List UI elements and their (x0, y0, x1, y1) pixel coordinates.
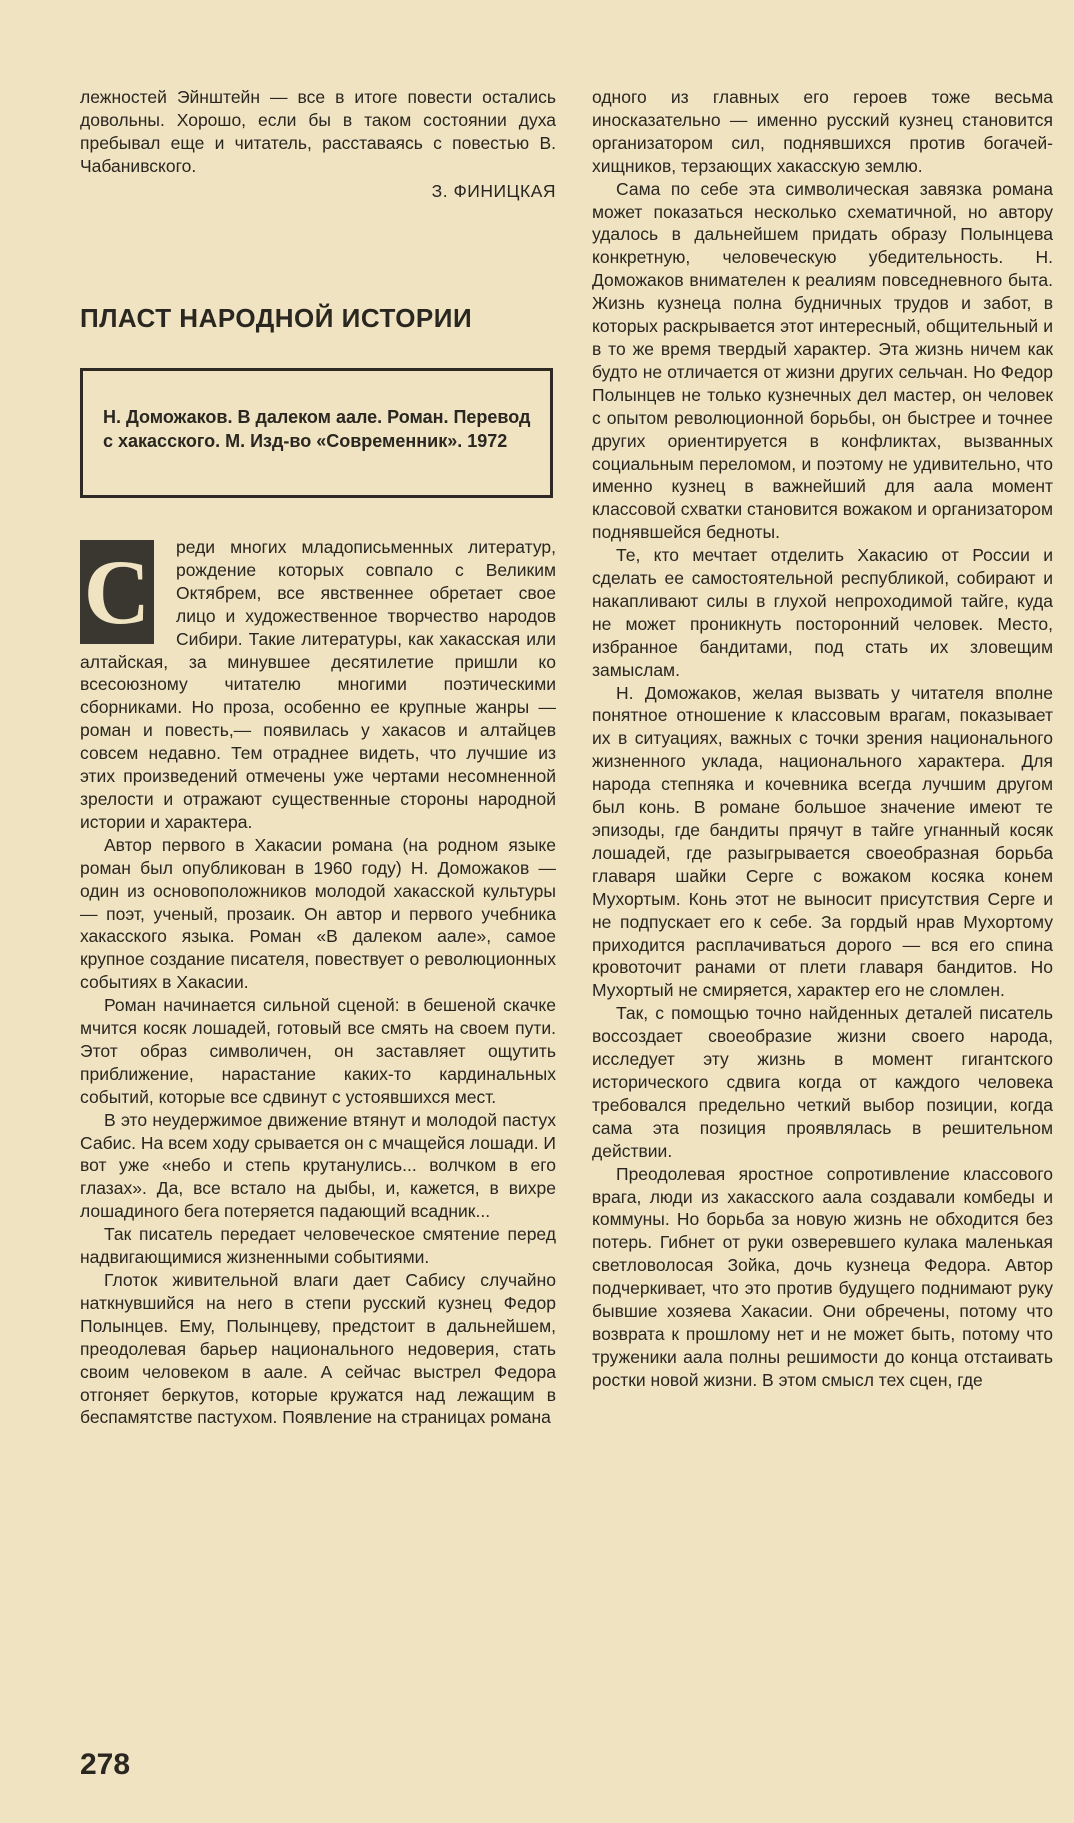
page-number: 278 (80, 1748, 131, 1781)
previous-review-text: лежностей Эйнштейн — все в итоге повести остались довольны. Хорошо, если бы в таком состоянии духа пребывал еще и читатель, расставаясь с повестью В. Чабанивского. (80, 87, 556, 176)
article-title: ПЛАСТ НАРОДНОЙ ИСТОРИИ (80, 303, 473, 333)
paragraph: реди многих младописьменных литератур, рождение которых совпало с Великим Октябрем, все явственнее обретает свое лицо и художественное творчество народов Сибири. Такие литературы, как хакасская или алтайская, за минувшее десятилетие пришли ко всесоюзному читателю многими поэтическими сборниками. Но проза, особенно ее крупные жанры — роман и повесть,— появилась у хакасов и алтайцев совсем недавно. Тем отраднее видеть, что лучшие из этих произведений отмечены уже чертами несомненной зрелости и отражают существенные стороны народной истории и характера. (80, 537, 556, 832)
paragraph: Роман начинается сильной сценой: в бешеной скачке мчится косяк лошадей, готовый все смять на своем пути. Этот образ символичен, он заставляет ощутить приближение, нарастание каких-то кардинальных событий, которые все сдвинут с устоявшихся мест. (80, 995, 556, 1107)
bibliography-box (80, 368, 553, 498)
paragraph: одного из главных его героев тоже весьма иносказательно — именно русский кузнец становится организатором сил, поднявшихся против богачей-хищников, терзающих хакасскую землю. (592, 87, 1053, 176)
right-column (592, 86, 1053, 1392)
paragraph: Глоток живительной влаги дает Сабису случайно наткнувшийся на него в степи русский кузнец Федор Полынцев. Ему, Полынцеву, предстоит в дальнейшем, преодолевая барьер национального недоверия, стать своим человеком в аале. А сейчас выстрел Федора отгоняет беркутов, которые кружатся над лежащим в беспамятстве пастухом. Появление на страницах романа (80, 1270, 556, 1428)
paragraph: Автор первого в Хакасии романа (на родном языке роман был опубликован в 1960 году) Н. Доможаков — один из основоположников молодой хакасской культуры — поэт, ученый, прозаик. Он автор и первого учебника хакасского языка. Роман «В далеком аале», самое крупное создание писателя, повествует о революционных событиях в Хакасии. (80, 834, 556, 993)
paragraph: Так писатель передает человеческое смятение перед надвигающимися жизненными событиями. (80, 1224, 556, 1268)
previous-review-author: З. ФИНИЦКАЯ (431, 180, 556, 201)
bibliography-text: Н. Доможаков. В далеком аале. Роман. Перевод с хакасского. М. Изд-во «Современник». 1972 (103, 407, 531, 451)
paragraph: В это неудержимое движение втянут и молодой пастух Сабис. На всем ходу срывается он с мчащейся лошади. И вот уже «небо и степь крутанулись... волчком в его глазах». Да, все встало на дыбы, и, кажется, в вихре лошадиного бега потеряется падающий всадник... (80, 1109, 556, 1222)
paragraph: Те, кто мечтает отделить Хакасию от России и сделать ее самостоятельной республикой, собирают и накапливают силы в глухой непроходимой тайге, куда не может проникнуть посторонний человек. Место, избранное бандитами, под стать их зловещим замыслам. (592, 545, 1053, 680)
paragraph: Н. Доможаков, желая вызвать у читателя вполне понятное отношение к классовым врагам, показывает их в ситуациях, важных с точки зрения национального жизненного уклада, национального характера. Для народа степняка и кочевника всегда лучшим другом был конь. В романе большое значение имеют те эпизоды, где бандиты прячут в тайге угнанный косяк лошадей, где разыгрывается своеобразная борьба главаря шайки Серге с вожаком косяка конем Мухортым. Конь этот не выносит присутствия Серге и не подпускает его к себе. За гордый нрав Мухортому приходится расплачиваться дорого — вся его спина кровоточит ранами от плети главаря бандитов. Но Мухортый не смиряется, характер его не сломлен. (592, 682, 1053, 1001)
paragraph: Преодолевая яростное сопротивление классового врага, люди из хакасского аала создавали комбеды и коммуны. Но борьба за новую жизнь не обходится без потерь. Гибнет от руки озверевшего кулака маленькая светловолосая Зойка, дочь кузнеца Федора. Автор подчеркивает, что это против будущего поднимают руку бывшие хозяева Хакасии. Они обречены, потому что возврата к прошлому нет и не может быть, потому что труженики аала полны решимости до конца отстаивать ростки новой жизни. В этом смысл тех сцен, где (592, 1163, 1053, 1390)
previous-review-ending (80, 86, 556, 203)
drop-cap: С (80, 540, 154, 644)
paragraph: Сама по себе эта символическая завязка романа может показаться несколько схематичной, но автору удалось в дальнейшем придать образу Полынцева конкретную, человеческую убедительность. Н. Доможаков внимателен к реалиям повседневного быта. Жизнь кузнеца полна будничных трудов и забот, в которых раскрывается этот интересный, общительный и в то же время твердый характер. Эта жизнь ничем как будто не отличается от жизни других сельчан. Но Федор Полынцев не только кузнечных дел мастер, он человек с опытом революционной борьбы, он быстрее и точнее других ориентируется в конфликтах, вызванных социальным переломом, и поэтому не удивительно, что именно кузнец в важнейший для аала момент классовой схватки становится вожаком и организатором поднявшейся бедноты. (592, 178, 1053, 543)
left-column (80, 536, 556, 1429)
paragraph: Так, с помощью точно найденных деталей писатель воссоздает своеобразие жизни своего народа, исследует эту жизнь в момент гигантского исторического сдвига когда от каждого человека требовался предельно четкий выбор позиции, когда сама эта позиция проявлялась в решительном действии. (592, 1003, 1053, 1161)
